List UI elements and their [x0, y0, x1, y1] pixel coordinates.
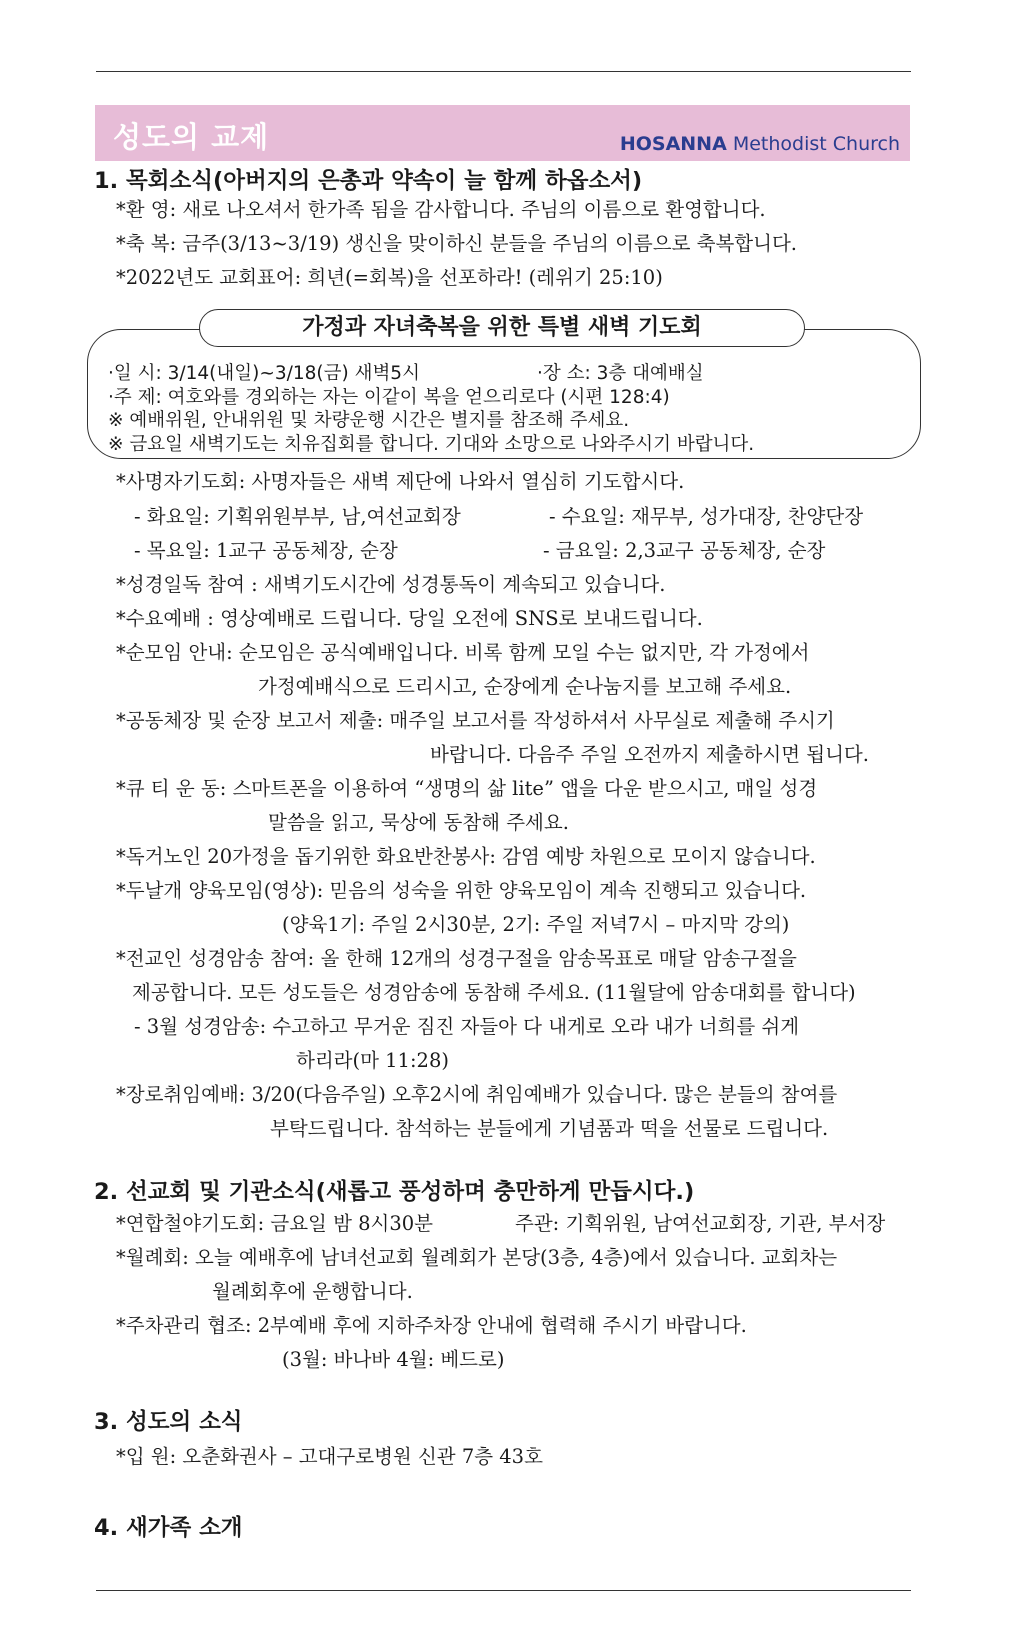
section-4-heading: 4. 새가족 소개	[94, 1515, 243, 1541]
qt-line-1: *큐 티 운 동: 스마트폰을 이용하여 “생명의 삶 lite” 앱을 다운 받으시고, 매일 성경	[116, 777, 818, 800]
memorization-verse-line-2: 하리라(마 11:28)	[296, 1049, 449, 1072]
church-name-bold: HOSANNA	[619, 133, 727, 155]
hospital-line: *입 원: 오춘화권사 – 고대구로병원 신관 7층 43호	[116, 1445, 543, 1468]
top-rule	[96, 71, 911, 72]
section-3-heading: 3. 성도의 소식	[94, 1409, 243, 1435]
training-line-1: *두날개 양육모임(영상): 믿음의 성숙을 위한 양육모임이 계속 진행되고 있습니다.	[116, 879, 807, 902]
bible-reading-line: *성경일독 참여 : 새벽기도시간에 성경통독이 계속되고 있습니다.	[116, 573, 666, 596]
memorization-line-1: *전교인 성경암송 참여: 올 한해 12개의 성경구절을 암송목표로 매달 암송구절을	[116, 947, 797, 970]
qt-line-2: 말씀을 읽고, 묵상에 동참해 주세요.	[268, 811, 569, 834]
report-line-1: *공동체장 및 순장 보고서 제출: 매주일 보고서를 작성하셔서 사무실로 제출해 주시기	[116, 709, 835, 732]
church-name-rest: Methodist Church	[732, 133, 900, 155]
prayer-note-1: ※ 예배위원, 안내위원 및 차량운행 시간은 별지를 참조해 주세요.	[108, 410, 630, 431]
section-2-heading: 2. 선교회 및 기관소식(새롭고 풍성하며 충만하게 만듭시다.)	[94, 1179, 695, 1205]
monthly-meeting-line-2: 월례회후에 운행합니다.	[212, 1280, 413, 1303]
section-1-heading: 1. 목회소식(아버지의 은총과 약속이 늘 함께 하옵소서)	[94, 168, 643, 194]
wednesday-service-line: *수요예배 : 영상예배로 드립니다. 당일 오전에 SNS로 보내드립니다.	[116, 607, 703, 630]
church-name	[620, 133, 900, 155]
banner-title: 성도의 교제	[113, 120, 270, 154]
prayer-meeting-title: 가정과 자녀축복을 위한 특별 새벽 기도회	[199, 309, 805, 347]
prayer-theme: ·주 제: 여호와를 경외하는 자는 이같이 복을 얻으리로다 (시편 128:4)	[108, 387, 670, 408]
thursday-line: - 목요일: 1교구 공동체장, 순장	[134, 539, 398, 562]
tuesday-line: - 화요일: 기획위원부부, 남,여선교회장	[134, 505, 461, 528]
parking-line-2: (3월: 바나바 4월: 베드로)	[282, 1348, 505, 1371]
parking-line-1: *주차관리 협조: 2부예배 후에 지하주차장 안내에 협력해 주시기 바랍니다.	[116, 1314, 747, 1337]
elder-installation-line-2: 부탁드립니다. 참석하는 분들에게 기념품과 떡을 선물로 드립니다.	[270, 1117, 829, 1140]
mission-prayer-line: *사명자기도회: 사명자들은 새벽 제단에 나와서 열심히 기도합시다.	[116, 470, 685, 493]
elderly-service-line: *독거노인 20가정을 돕기위한 화요반찬봉사: 감염 예방 차원으로 모이지 않습니다.	[116, 845, 816, 868]
memorization-verse-line-1: - 3월 성경암송: 수고하고 무거운 짐진 자들아 다 내게로 오라 내가 너희를 쉬게	[134, 1015, 800, 1038]
prayer-place: ·장 소: 3층 대예배실	[537, 363, 704, 384]
overnight-prayer-host: 주관: 기획위원, 남여선교회장, 기관, 부서장	[515, 1212, 886, 1235]
overnight-prayer-line: *연합철야기도회: 금요일 밤 8시30분	[116, 1212, 434, 1235]
report-line-2: 바랍니다. 다음주 주일 오전까지 제출하시면 됩니다.	[430, 743, 869, 766]
motto-line: *2022년도 교회표어: 희년(=회복)을 선포하라! (레위기 25:10)	[116, 266, 663, 289]
friday-line: - 금요일: 2,3교구 공동체장, 순장	[543, 539, 826, 562]
bless-line: *축 복: 금주(3/13~3/19) 생신을 맞이하신 분들을 주님의 이름으로 축복합니다.	[116, 232, 798, 255]
wednesday-line: - 수요일: 재무부, 성가대장, 찬양단장	[549, 505, 864, 528]
memorization-line-2: 제공합니다. 모든 성도들은 성경암송에 동참해 주세요. (11월달에 암송대회를 합니다)	[132, 981, 856, 1004]
cell-meeting-line-2: 가정예배식으로 드리시고, 순장에게 순나눔지를 보고해 주세요.	[258, 675, 792, 698]
cell-meeting-line-1: *순모임 안내: 순모임은 공식예배입니다. 비록 함께 모일 수는 없지만, 각 가정에서	[116, 641, 810, 664]
elder-installation-line-1: *장로취임예배: 3/20(다음주일) 오후2시에 취임예배가 있습니다. 많은 분들의 참여를	[116, 1083, 838, 1106]
section-banner	[95, 105, 910, 161]
prayer-note-2: ※ 금요일 새벽기도는 치유집회를 합니다. 기대와 소망으로 나와주시기 바랍니다.	[108, 434, 755, 455]
welcome-line: *환 영: 새로 나오셔서 한가족 됨을 감사합니다. 주님의 이름으로 환영합니다.	[116, 198, 766, 221]
training-line-2: (양육1기: 주일 2시30분, 2기: 주일 저녁7시 – 마지막 강의)	[282, 913, 790, 936]
monthly-meeting-line-1: *월례회: 오늘 예배후에 남녀선교회 월례회가 본당(3층, 4층)에서 있습니다. 교회차는	[116, 1246, 838, 1269]
prayer-date: ·일 시: 3/14(내일)~3/18(금) 새벽5시	[108, 363, 420, 384]
bottom-rule	[96, 1590, 911, 1591]
